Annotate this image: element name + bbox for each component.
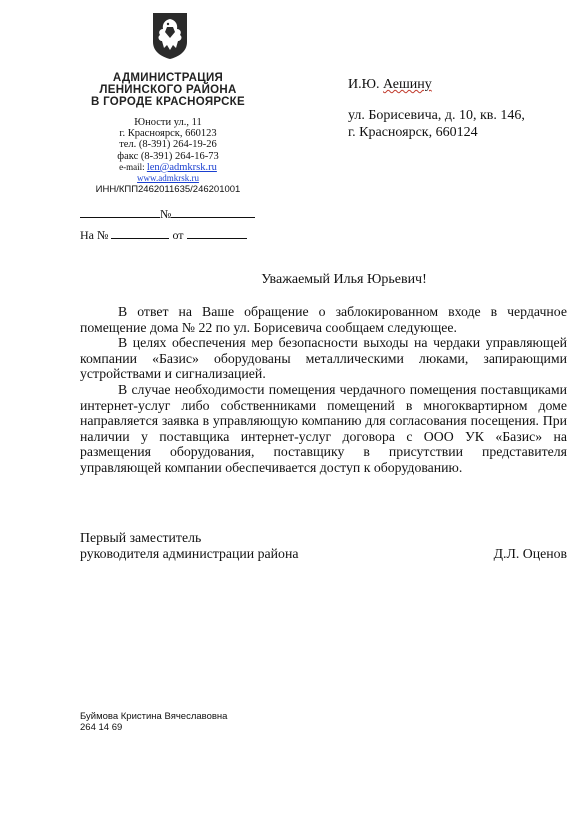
- organization-contacts: [80, 117, 256, 195]
- addressee-address: [348, 108, 525, 141]
- body-paragraph-1: В ответ на Ваше обращение о заблокированном входе в чердачное помещение дома № 22 по ул. Борисевича сообщаем следующее.: [80, 304, 567, 335]
- org-phone: тел. (8-391) 264-19-26: [119, 139, 217, 151]
- signature-block: [80, 530, 567, 562]
- salutation: Уважаемый Илья Юрьевич!: [261, 272, 427, 287]
- reference-on-label: На №: [80, 228, 109, 242]
- org-street: Юности ул., 11: [134, 117, 202, 128]
- signer-title-line-1: Первый заместитель: [80, 530, 202, 545]
- org-email-label: e-mail:: [119, 161, 147, 172]
- organization-name: [80, 72, 256, 108]
- addressee-initials: И.Ю.: [348, 77, 383, 92]
- reference-date-blank: [187, 227, 247, 239]
- body-paragraph-2: В целях обеспечения мер безопасности выходы на чердаки управляющей компании «Базис» оборудованы металлическими люками, запирающими устройствами и сигнализацией.: [80, 335, 567, 382]
- addressee-surname: Аешину: [383, 77, 432, 92]
- registration-line: [80, 206, 258, 222]
- signer-name: Д.Л. Оценов: [493, 546, 567, 561]
- signer-title-line-2: руководителя администрации района: [80, 546, 299, 561]
- reference-line: [80, 227, 258, 243]
- org-email-row: [80, 162, 256, 173]
- org-fax: факс (8-391) 264-16-73: [117, 150, 219, 162]
- body-paragraph-3: В случае необходимости помещения чердачного помещения поставщиками интернет-услуг либо собственниками помещений в многоквартирном доме направляется заявка в управляющую компанию для согласования посещения. При наличии у поставщика интернет-услуг договора с ООО УК «Базис» на размещения оборудования, поставщику в присутствии представителя управляющей компании обеспечивается доступ к оборудованию.: [80, 381, 567, 475]
- letter-body: [80, 304, 567, 476]
- coat-of-arms-icon: [152, 12, 188, 60]
- org-inn: ИНН/КПП2462011635/246201001: [95, 184, 241, 196]
- executor-info: [80, 712, 227, 733]
- executor-name: Буймова Кристина Вячеславовна: [80, 711, 228, 722]
- org-line-3: В ГОРОДЕ КРАСНОЯРСКЕ: [91, 96, 245, 108]
- reference-number-blank: [111, 227, 169, 239]
- org-email-link[interactable]: len@admkrsk.ru: [146, 161, 217, 173]
- org-line-1: АДМИНИСТРАЦИЯ: [112, 72, 224, 84]
- org-website-link[interactable]: www.admkrsk.ru: [137, 173, 199, 184]
- reg-number-sign: №: [160, 207, 172, 221]
- org-line-2: ЛЕНИНСКОГО РАЙОНА: [99, 84, 237, 96]
- reg-number-blank: [171, 206, 255, 218]
- reference-from-label: от: [172, 228, 184, 242]
- org-city: г. Красноярск, 660123: [119, 128, 217, 140]
- reg-date-blank: [80, 206, 160, 218]
- addressee-street: ул. Борисевича, д. 10, кв. 146,: [348, 108, 525, 123]
- addressee-name: [348, 76, 432, 93]
- executor-phone: 264 14 69: [80, 721, 123, 733]
- addressee-city: г. Красноярск, 660124: [348, 124, 478, 140]
